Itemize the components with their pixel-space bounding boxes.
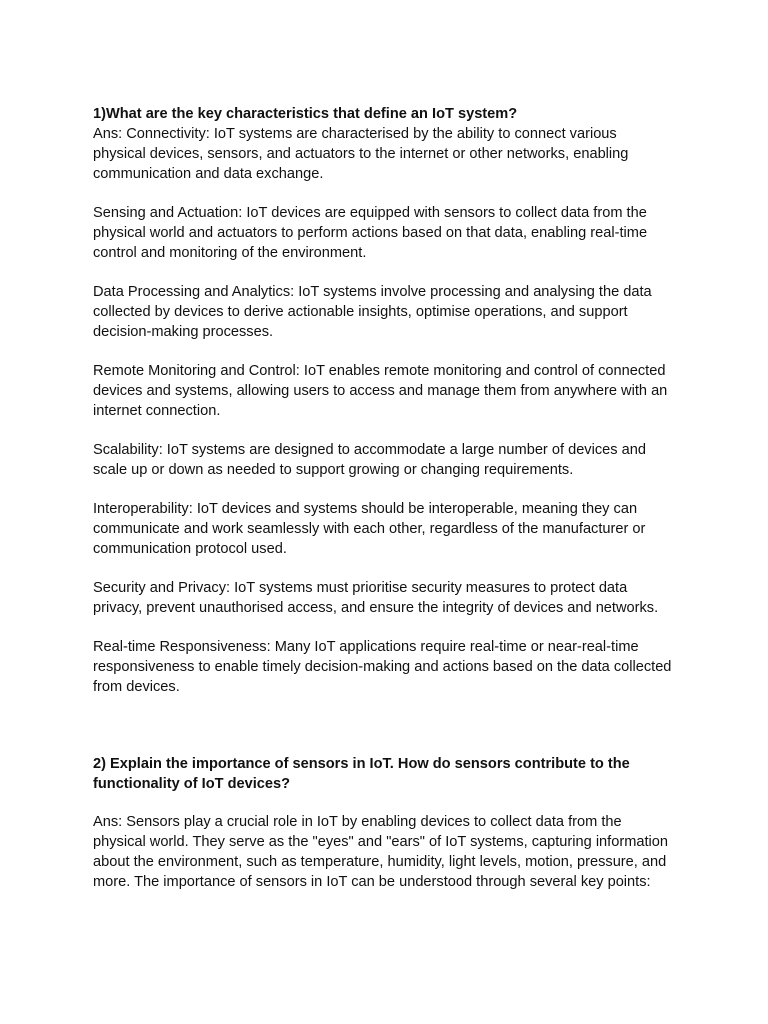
- answer-point-interoperability: Interoperability: IoT devices and systems should be interoperable, meaning they can communicate and work seamlessly with each other, regardless of the manufacturer or communication protocol used.: [93, 501, 646, 557]
- answer-point-scalability: Scalability: IoT systems are designed to accommodate a large number of devices and scale up or down as needed to support growing or changing requirements.: [93, 442, 646, 478]
- answer-point-security-privacy: Security and Privacy: IoT systems must prioritise security measures to protect data privacy, prevent unauthorised access, and ensure the integrity of devices and networks.: [93, 580, 659, 616]
- document-page: [93, 104, 673, 892]
- question-1-title: 1)What are the key characteristics that define an IoT system?: [93, 106, 518, 122]
- question-2-answer: Ans: Sensors play a crucial role in IoT by enabling devices to collect data from the physical world. They serve as the "eyes" and "ears" of IoT systems, capturing information about the environment, such as temperature, humidity, light levels, motion, pressure, and more. The importance of sensors in IoT can be understood through several key points:: [93, 814, 669, 890]
- answer-point-realtime-responsiveness: Real-time Responsiveness: Many IoT applications require real-time or near-real-time responsiveness to enable timely decision-making and actions based on the data collected from devices.: [93, 639, 672, 695]
- answer-point-sensing-actuation: Sensing and Actuation: IoT devices are equipped with sensors to collect data from the physical world and actuators to perform actions based on that data, enabling real-time control and monitoring of the environment.: [93, 205, 648, 261]
- question-1-answer-intro: Ans: Connectivity: IoT systems are characterised by the ability to connect various physical devices, sensors, and actuators to the internet or other networks, enabling communication and data exchange.: [93, 126, 629, 182]
- answer-point-remote-monitoring: Remote Monitoring and Control: IoT enables remote monitoring and control of connected devices and systems, allowing users to access and manage them from anywhere with an internet connection.: [93, 363, 668, 419]
- answer-point-data-processing: Data Processing and Analytics: IoT systems involve processing and analysing the data collected by devices to derive actionable insights, optimise operations, and support decision-making processes.: [93, 284, 652, 340]
- question-2-title: 2) Explain the importance of sensors in IoT. How do sensors contribute to the functionality of IoT devices?: [93, 756, 630, 792]
